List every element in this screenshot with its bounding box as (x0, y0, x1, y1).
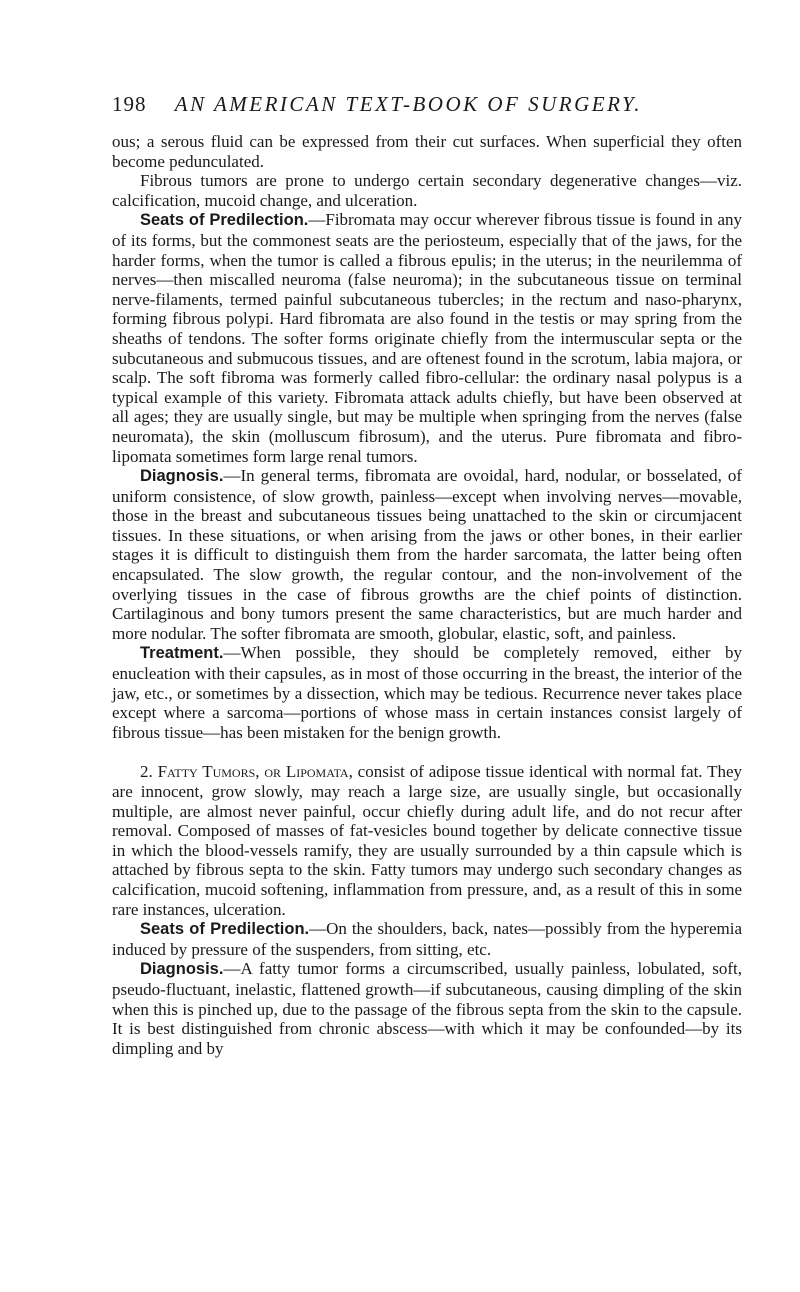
paragraph-text: —A fatty tumor forms a circumscribed, usually painless, lobulated, soft, pseudo-fluctuant, inelastic, flattened growth—if subcutaneous, causing dimpling of the skin when this is pinched up, due to the passage of the fibrous septa from the skin to the capsule. It is best distinguished from chronic abscess—with which it may be confounded—by its dimpling and by (112, 959, 742, 1058)
section-heading: Treatment. (140, 644, 224, 663)
paragraph-text: —When possible, they should be completely removed, either by enucleation with their capsules, as in most of those occurring in the breast, the interior of the jaw, etc., or sometimes by a dissection, which may be tedious. Recurrence never takes place except where a sarcoma—portions of whose mass in certain instances consist largely of fibrous tissue—has been mistaken for the benign growth. (112, 643, 742, 742)
section-seats-of-predilection-2 (112, 919, 742, 959)
section-diagnosis-2 (112, 959, 742, 1058)
section-heading: Diagnosis. (140, 467, 224, 486)
paragraph-text: consist of adipose tissue identical with normal fat. They are innocent, grow slowly, may reach a large size, are usually single, but occasionally multiple, are almost never painful, occur chiefly during adult life, and do not recur after removal. Composed of masses of fat-vesicles bound together by delicate connective tissue in which the blood-vessels ramify, they are usually surrounded by a thin capsule which is attached by fibrous septa to the skin. Fatty tumors may undergo such secondary changes as calcification, mucoid softening, inflammation from pressure, and, as a result of this in some rare instances, ulceration. (112, 762, 743, 919)
section-heading: Seats of Predilection. (140, 211, 309, 230)
paragraph-text: —In general terms, fibromata are ovoidal, hard, nodular, or bosselated, of uniform consistence, of slow growth, painless—except when involving nerves—movable, those in the breast and subcutaneous tissues being unattached to the skin or circumjacent tissues. In these situations, or when arising from the jaws or other bones, in their earlier stages it is difficult to distinguish them from the harder sarcomata, the latter being often encapsulated. The slow growth, the regular contour, and the non-involvement of the overlying tissues in the case of fibrous growths are the chief points of distinction. Cartilaginous and bony tumors present the same characteristics, but are much harder and more nodular. The softer fibromata are smooth, globular, elastic, soft, and painless. (112, 466, 742, 643)
section-heading: Seats of Predilection. (140, 920, 310, 939)
section-seats-of-predilection (112, 210, 742, 466)
item-number: 2. (140, 762, 158, 782)
section-fatty-tumors (112, 762, 742, 919)
paragraph-text: —Fibromata may occur wherever fibrous tissue is found in any of its forms, but the commonest seats are the periosteum, especially that of the jaws, for the harder forms, when the tumor is called a fibrous epulis; in the uterus; in the neurilemma of nerves—then miscalled neuroma (false neuroma); in the subcutaneous tissue on terminal nerve-filaments, termed painful subcutaneous tubercles; in the rectum and naso-pharynx, forming fibrous polypi. Hard fibromata are also found in the testis or may spring from the sheaths of tendons. The softer forms originate chiefly from the intermuscular septa or the subcutaneous and submucous tissues, and are oftenest found in the scrotum, labia majora, or scalp. The soft fibroma was formerly called fibro-cellular: the ordinary nasal polypus is a typical example of this variety. Fibromata attack adults chiefly, but have been observed at all ages; they are usually single, but may be multiple when springing from the nerves (false neuromata), the skin (molluscum fibrosum), and the uterus. Pure fibromata and fibro-lipomata sometimes form large renal tumors. (112, 210, 742, 466)
paragraph-text: Fibrous tumors are prone to undergo certain secondary degenerative changes—viz. calcification, mucoid change, and ulceration. (112, 171, 742, 210)
section-diagnosis (112, 466, 742, 643)
paragraph-text: —On the shoulders, back, nates—possibly from the hyperemia induced by pressure of the suspenders, from sitting, etc. (112, 919, 743, 959)
page-body (112, 132, 742, 1058)
running-title: AN AMERICAN TEXT-BOOK OF SURGERY. (174, 92, 643, 116)
section-treatment (112, 643, 742, 742)
paragraph-text: ous; a serous fluid can be expressed from their cut surfaces. When superficial they often become pedunculated. (112, 132, 742, 171)
page-number: 198 (112, 92, 147, 116)
item-title: Fatty Tumors, or Lipomata, (157, 762, 353, 782)
running-header (112, 92, 742, 117)
paragraph-continuation (112, 132, 742, 171)
paragraph-secondary-changes (112, 171, 742, 210)
section-heading: Diagnosis. (140, 960, 224, 979)
